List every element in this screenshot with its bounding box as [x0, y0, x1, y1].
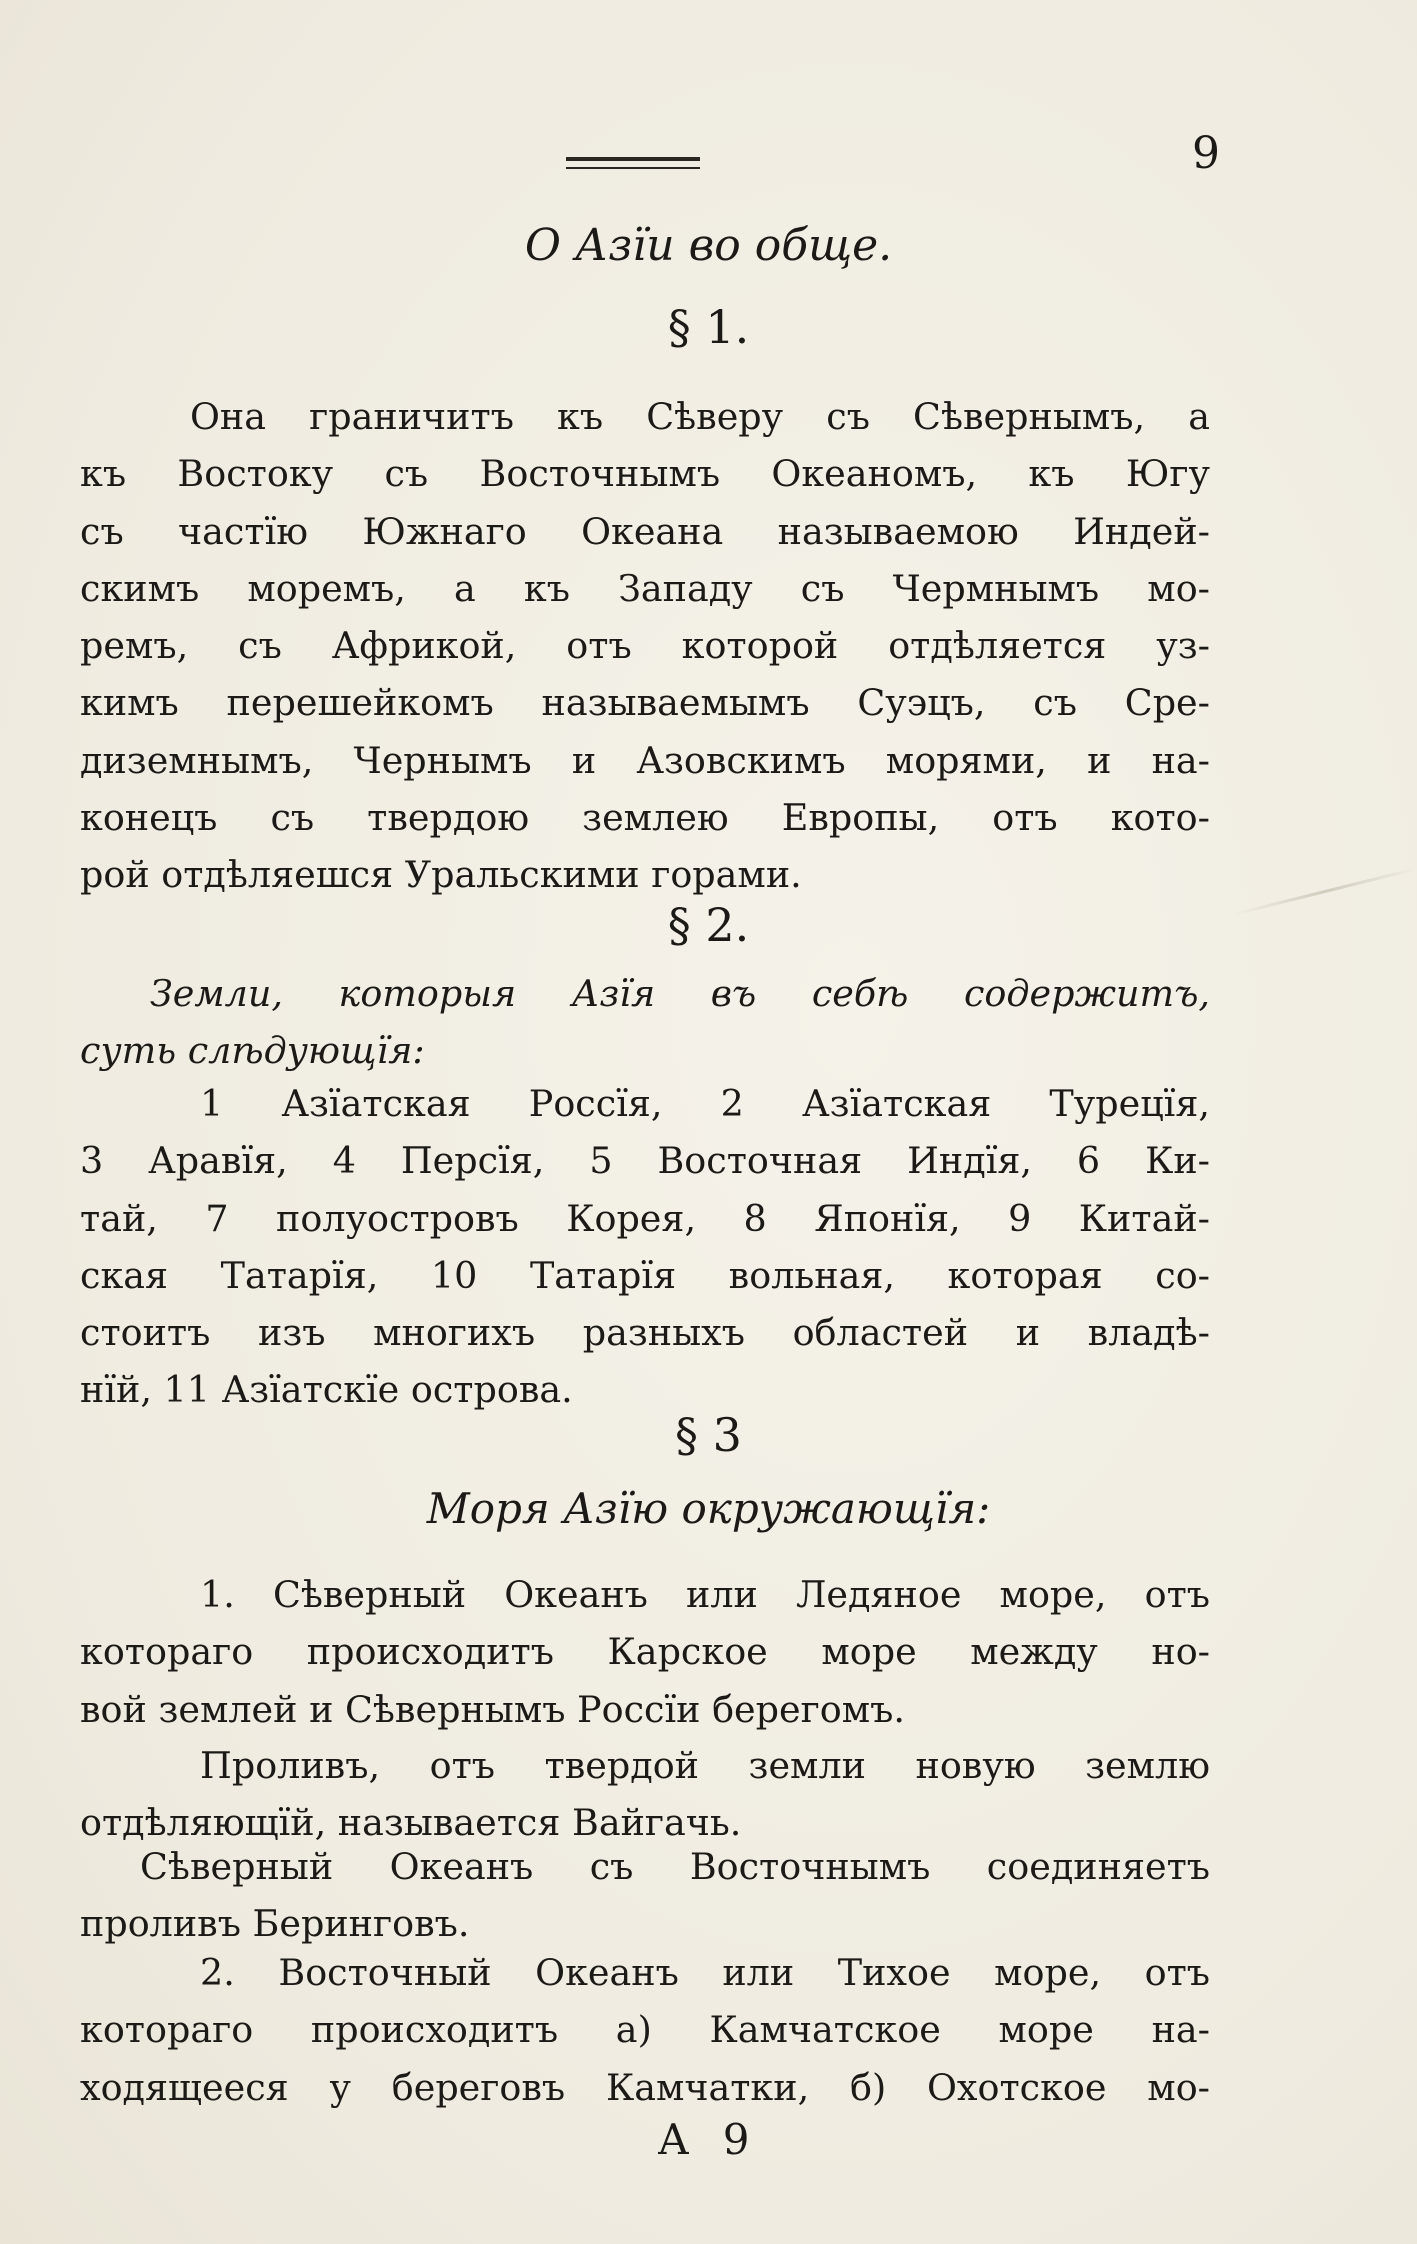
paragraph-line: 1 Азїатская Россїя, 2 Азїатская Турецїя, — [200, 1082, 1210, 1125]
section-3-para-1 — [80, 1566, 1210, 1738]
section-3-heading: Моря Азїю окружающїя: — [426, 1484, 991, 1533]
paragraph-line: Она граничитъ къ Сѣверу съ Сѣвернымъ, а — [190, 395, 1210, 438]
paragraph-line: ская Татарїя, 10 Татарїя вольная, которая со- — [80, 1253, 1210, 1297]
header-ornament-rule — [566, 155, 700, 173]
paragraph-line: Сѣверный Океанъ съ Восточнымъ соединяетъ — [140, 1845, 1210, 1888]
paragraph-line: котораго происходитъ а) Камчатское море на- — [80, 2008, 1210, 2052]
paragraph-line: 1. Сѣверный Океанъ или Ледяное море, отъ — [200, 1573, 1210, 1616]
signature-mark: А 9 — [657, 2115, 760, 2164]
paragraph-line: Проливъ, отъ твердой земли новую землю — [200, 1744, 1210, 1787]
paragraph-line: тай, 7 полуостровъ Корея, 8 Японїя, 9 Китай- — [80, 1196, 1210, 1240]
page-number: 9 — [1192, 128, 1220, 179]
paragraph-line: ремъ, съ Африкой, отъ которой отдѣляется уз- — [80, 624, 1210, 668]
paragraph-line: проливъ Беринговъ. — [80, 1902, 470, 1946]
paragraph-line: конецъ съ твердою землею Европы, отъ кото- — [80, 796, 1210, 840]
paragraph-line: кимъ перешейкомъ называемымъ Суэцъ, съ Сре- — [80, 681, 1210, 725]
section-3-para-3 — [80, 1838, 1210, 1953]
ornament-line-thick — [566, 157, 700, 161]
section-2-list — [80, 1075, 1210, 1419]
ornament-line-thin — [566, 167, 700, 169]
paragraph-line: ходящееся у береговъ Камчатки, б) Охотское мо- — [80, 2065, 1210, 2109]
section-heading-line: Земли, которыя Азїя въ себѣ содержитъ, — [150, 972, 1210, 1015]
paragraph-line: 3 Аравїя, 4 Персїя, 5 Восточная Индїя, 6 Ки- — [80, 1139, 1210, 1183]
paragraph-line: скимъ моремъ, а къ Западу съ Чермнымъ мо- — [80, 566, 1210, 610]
paragraph-line: съ частїю Южнаго Океана называемою Индей- — [80, 509, 1210, 553]
paragraph-line: 2. Восточный Океанъ или Тихое море, отъ — [200, 1951, 1210, 1994]
paragraph-line: къ Востоку съ Восточнымъ Океаномъ, къ Югу — [80, 452, 1210, 496]
paragraph-line: вой землей и Сѣвернымъ Россїи берегомъ. — [80, 1687, 905, 1731]
section-2-mark: § 2. — [667, 898, 750, 952]
section-2-heading — [80, 965, 1210, 1080]
paragraph-line: нїй, 11 Азїатскїе острова. — [80, 1368, 573, 1412]
paragraph-line: диземнымъ, Чернымъ и Азовскимъ морями, и на- — [80, 738, 1210, 782]
paragraph-line: котораго происходитъ Карское море между но- — [80, 1630, 1210, 1674]
paragraph-line: рой отдѣляешся Уральскими горами. — [80, 853, 802, 897]
section-1-mark: § 1. — [667, 300, 750, 354]
section-3-mark: § 3 — [675, 1408, 742, 1462]
section-3-para-4 — [80, 1944, 1210, 2116]
chapter-title: О Азїи во обще. — [524, 220, 893, 271]
paragraph-line: отдѣляющїй, называется Вайгачь. — [80, 1801, 742, 1845]
section-heading-line: суть слѣдующїя: — [80, 1029, 425, 1073]
paragraph-line: стоитъ изъ многихъ разныхъ областей и владѣ- — [80, 1311, 1210, 1355]
section-3-para-2 — [80, 1737, 1210, 1852]
section-1-paragraph — [80, 388, 1210, 904]
